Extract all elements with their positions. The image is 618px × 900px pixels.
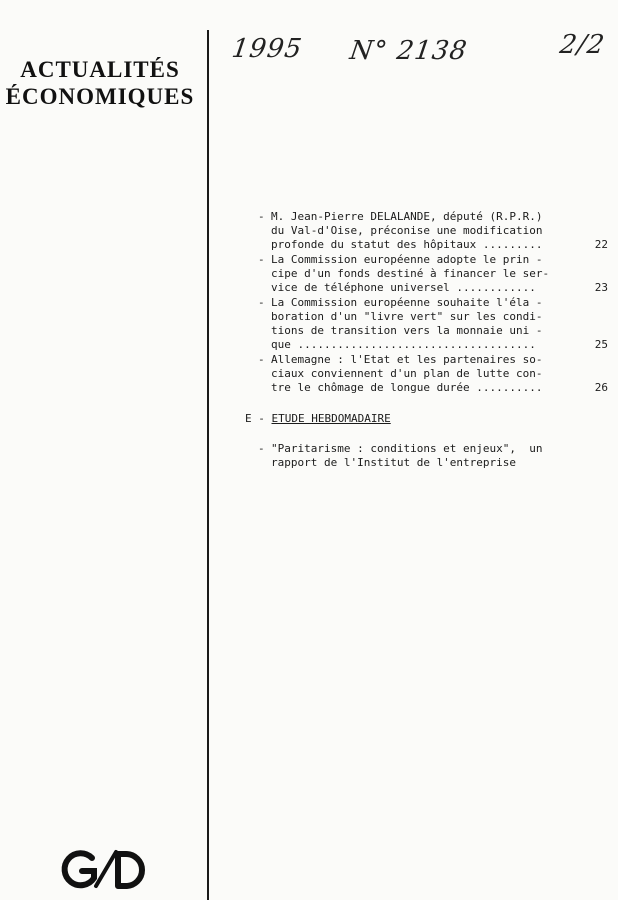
gd-logo <box>58 848 158 896</box>
masthead <box>0 56 200 110</box>
entry-dash: - <box>258 296 265 309</box>
entry-dash: - <box>258 253 265 266</box>
vertical-divider <box>207 30 209 900</box>
entry-line: boration d'un "livre vert" sur les condi- <box>271 310 543 323</box>
weekly-study <box>258 442 588 471</box>
entry-line: M. Jean-Pierre DELALANDE, député (R.P.R.) <box>271 210 543 223</box>
entry-line: que .................................... <box>271 338 536 351</box>
study-line: "Paritarisme : conditions et enjeux", un <box>271 442 543 455</box>
entry-page-number: 22 <box>594 238 608 251</box>
entry-page-number: 23 <box>594 281 608 294</box>
masthead-line1: ACTUALITÉS <box>20 57 180 82</box>
gd-logo-icon <box>58 848 158 892</box>
section-heading <box>245 412 391 426</box>
section-separator: - <box>258 412 265 425</box>
entry-page-number: 26 <box>594 381 608 394</box>
toc-entry <box>258 210 608 252</box>
toc-entry <box>258 253 608 295</box>
entry-line: profonde du statut des hôpitaux ......... <box>271 238 543 251</box>
toc-entry <box>258 296 608 352</box>
study-line: rapport de l'Institut de l'entreprise <box>271 456 517 469</box>
handwritten-issue-number: N° 2138 <box>347 36 470 66</box>
table-of-contents <box>258 210 608 396</box>
study-entry <box>258 442 588 470</box>
masthead-line2: ÉCONOMIQUES <box>5 84 195 109</box>
entry-line: vice de téléphone universel ............ <box>271 281 536 294</box>
toc-entry <box>258 353 608 395</box>
entry-dash: - <box>258 442 265 455</box>
entry-dash: - <box>258 353 265 366</box>
entry-line: cipe d'un fonds destiné à financer le ser- <box>271 267 550 280</box>
handwritten-year: 1995 <box>229 34 305 64</box>
entry-page-number: 25 <box>594 338 608 351</box>
entry-line: tions de transition vers la monnaie uni - <box>271 324 543 337</box>
entry-line: La Commission européenne souhaite l'éla - <box>271 296 543 309</box>
entry-line: du Val-d'Oise, préconise une modification <box>271 224 543 237</box>
handwritten-part: 2/2 <box>557 30 607 60</box>
section-letter: E <box>245 412 252 425</box>
entry-line: ciaux conviennent d'un plan de lutte con- <box>271 367 543 380</box>
section-title: ETUDE HEBDOMADAIRE <box>271 412 391 425</box>
entry-line: La Commission européenne adopte le prin - <box>271 253 543 266</box>
entry-line: Allemagne : l'Etat et les partenaires so- <box>271 353 543 366</box>
entry-line: tre le chômage de longue durée .......... <box>271 381 543 394</box>
entry-dash: - <box>258 210 265 223</box>
